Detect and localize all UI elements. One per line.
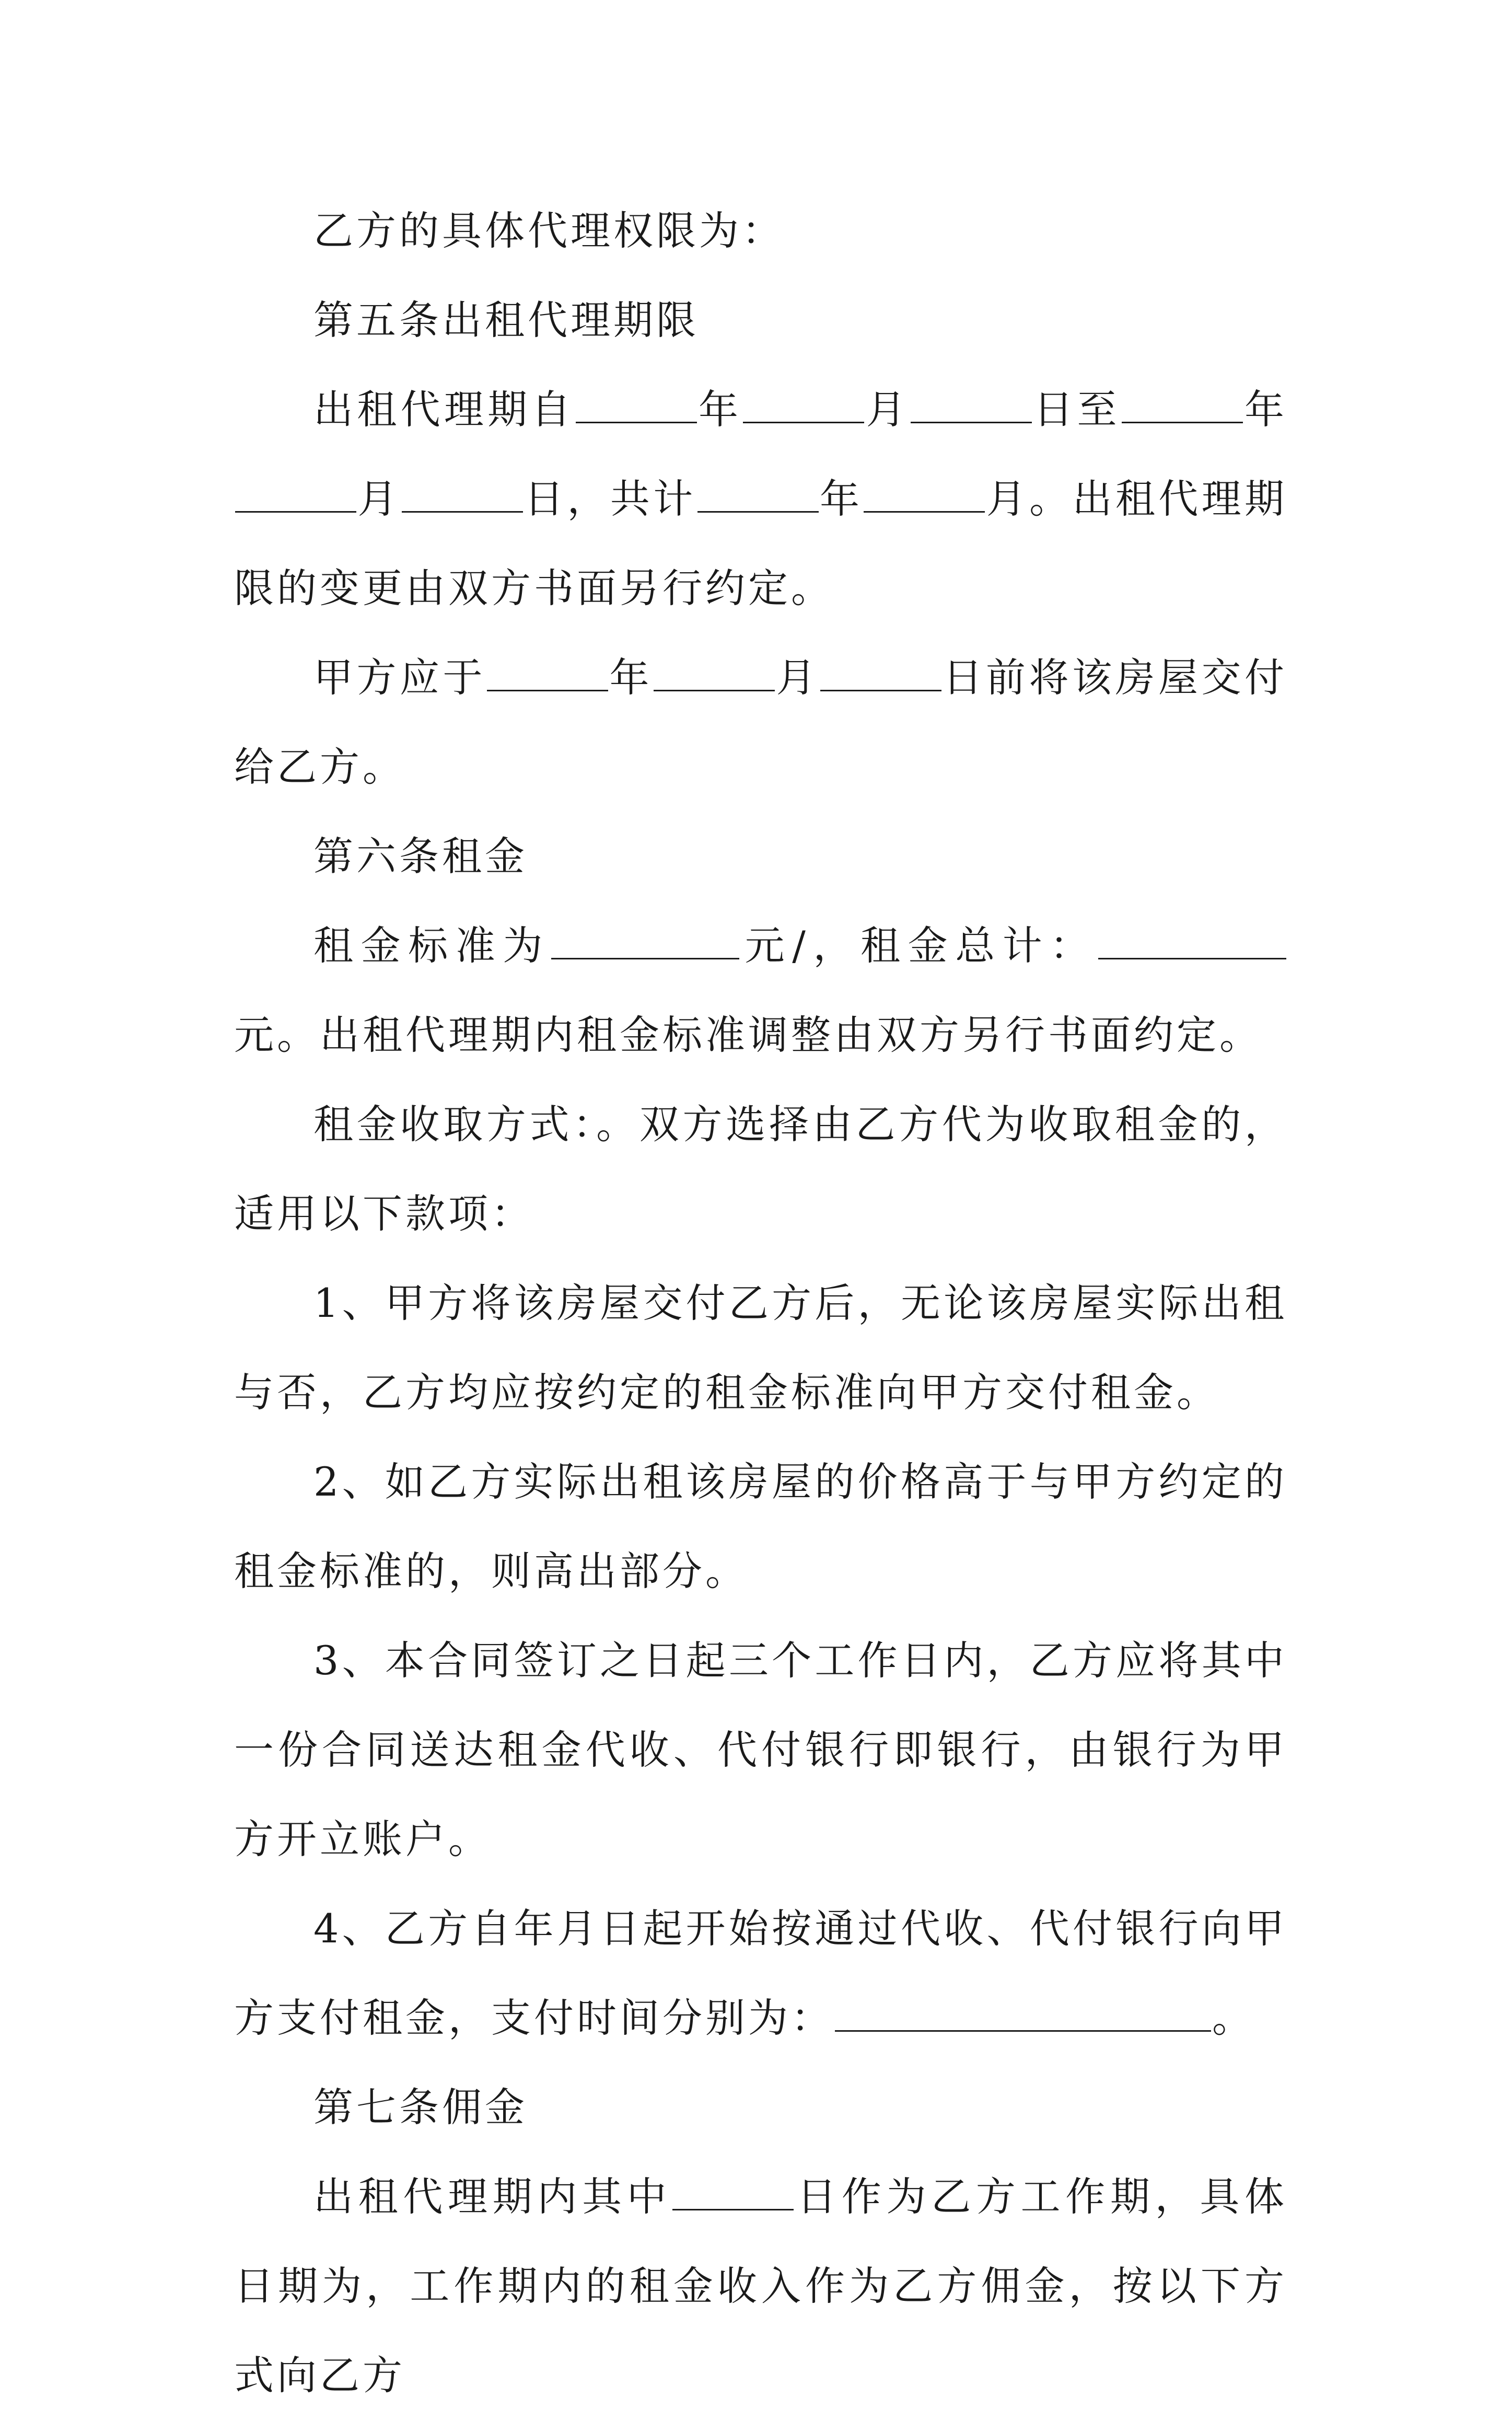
article-6-heading bbox=[234, 812, 1287, 901]
rent-collection-paragraph bbox=[234, 1080, 1287, 1258]
blank-field[interactable] bbox=[835, 2001, 1211, 2032]
blank-field[interactable] bbox=[487, 661, 608, 691]
document-body bbox=[234, 186, 1287, 2420]
paragraph-text: 租金收取方式：。双方选择由乙方代为收取租金的，适用以下款项： bbox=[234, 1101, 1287, 1237]
text-segment: 元/，租金总计： bbox=[740, 922, 1097, 969]
blank-field[interactable] bbox=[820, 661, 941, 691]
clause-1-paragraph bbox=[234, 1258, 1287, 1437]
blank-field[interactable] bbox=[235, 482, 356, 513]
clause-2-paragraph bbox=[234, 1437, 1287, 1616]
text-segment: 元。出租代理期内租金标准调整由双方另行书面约定。 bbox=[234, 1012, 1262, 1058]
article-5-heading bbox=[234, 275, 1287, 365]
clause-3-paragraph bbox=[234, 1616, 1287, 1884]
text-segment: 出租代理期内其中 bbox=[313, 2173, 672, 2220]
blank-field[interactable] bbox=[654, 661, 775, 691]
text-segment: 日至 bbox=[1032, 386, 1121, 433]
commission-paragraph bbox=[234, 2152, 1287, 2420]
blank-field[interactable] bbox=[551, 929, 739, 959]
blank-field[interactable] bbox=[672, 2180, 794, 2210]
blank-field[interactable] bbox=[402, 482, 523, 513]
agency-authority-paragraph bbox=[234, 186, 1287, 275]
blank-field[interactable] bbox=[576, 392, 697, 423]
text-segment: 。 bbox=[1212, 1995, 1255, 2041]
paragraph-text: 3、本合同签订之日起三个工作日内，乙方应将其中一份合同送达租金代收、代付银行即银行，由银行为甲方开立账户。 bbox=[234, 1637, 1287, 1862]
blank-field[interactable] bbox=[743, 392, 864, 423]
text-segment: 年 bbox=[609, 654, 653, 701]
article-7-heading bbox=[234, 2063, 1287, 2152]
text-segment: 月 bbox=[776, 654, 819, 701]
heading-text: 第五条出租代理期限 bbox=[313, 297, 699, 343]
text-segment: 月。出租代理期限的变更由双方书面另行约定。 bbox=[234, 476, 1287, 611]
paragraph-text: 1、甲方将该房屋交付乙方后，无论该房屋实际出租与否，乙方均应按约定的租金标准向甲方交付租金。 bbox=[234, 1280, 1287, 1416]
text-segment: 月 bbox=[357, 476, 401, 522]
text-segment: 租金标准为 bbox=[313, 922, 550, 969]
clause-4-paragraph bbox=[234, 1884, 1287, 2063]
text-segment: 年 bbox=[1243, 386, 1288, 433]
blank-field[interactable] bbox=[1098, 929, 1286, 959]
paragraph-text: 乙方的具体代理权限为： bbox=[313, 207, 785, 254]
text-segment: 4、乙方自年月日起开始按通过代收、代付银行向甲方支付租金，支付时间分别为： bbox=[234, 1905, 1287, 2041]
paragraph-text: 2、如乙方实际出租该房屋的价格高于与甲方约定的租金标准的，则高出部分。 bbox=[234, 1458, 1287, 1594]
agency-period-paragraph bbox=[234, 365, 1287, 633]
text-segment: 年 bbox=[819, 476, 863, 522]
text-segment: 日作为乙方工作期，具体日期为，工作期内的租金收入作为乙方佣金，按以下方式向乙方 bbox=[234, 2173, 1288, 2399]
blank-field[interactable] bbox=[864, 482, 985, 513]
text-segment: 年 bbox=[697, 386, 742, 433]
text-segment: 甲方应于 bbox=[313, 654, 486, 701]
rent-standard-paragraph bbox=[234, 901, 1287, 1080]
blank-field[interactable] bbox=[1122, 392, 1243, 423]
blank-field[interactable] bbox=[697, 482, 819, 513]
heading-text: 第六条租金 bbox=[313, 833, 528, 879]
text-segment: 出租代理期自 bbox=[313, 386, 575, 433]
text-segment: 月 bbox=[865, 386, 910, 433]
heading-text: 第七条佣金 bbox=[313, 2084, 528, 2130]
text-segment: 日前将该房屋交付给乙方。 bbox=[234, 654, 1287, 790]
text-segment: 日，共计 bbox=[524, 476, 696, 522]
blank-field[interactable] bbox=[911, 392, 1032, 423]
delivery-paragraph bbox=[234, 633, 1287, 812]
